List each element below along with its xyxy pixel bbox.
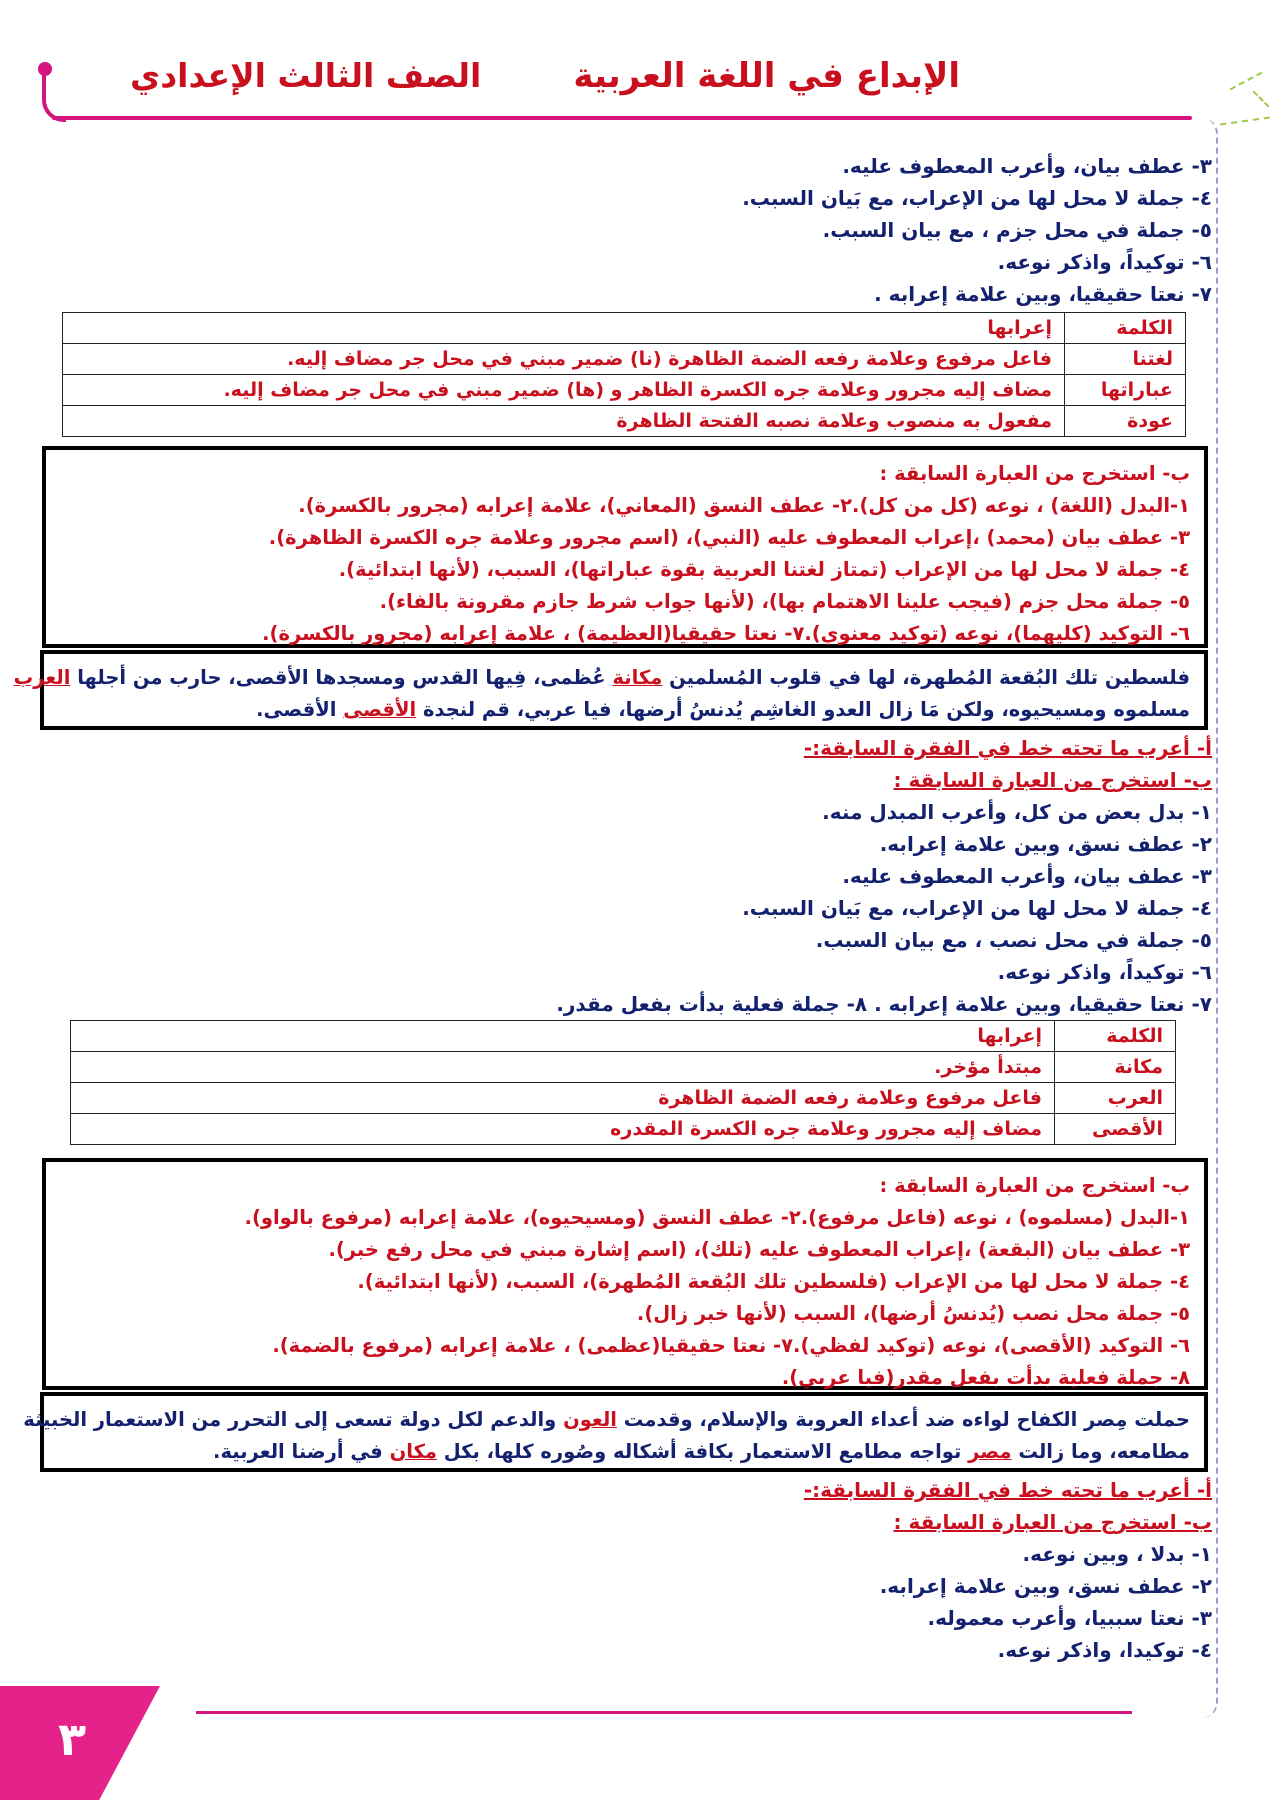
passage-line: مطامعه، وما زالت مصر تواجه مطامع الاستعمار بكافة أشكاله وصُوره كلها، بكل مكان في أرضنا العربية. bbox=[213, 1440, 1190, 1463]
underlined-word: مكان bbox=[389, 1440, 437, 1463]
question-item: ٣- عطف بيان، وأعرب المعطوف عليه. bbox=[842, 864, 1212, 888]
answer-line: ٤- جملة لا محل لها من الإعراب (تمتاز لغتنا العربية بقوة عباراتها)، السبب، (لأنها ابتدائية). bbox=[338, 558, 1190, 581]
header-curve bbox=[42, 70, 66, 122]
passage-line: حملت مِصر الكفاح لواءه ضد أعداء العروبة والإسلام، وقدمت العون والدعم لكل دولة تسعى إلى التحرر من الاستعمار الخبيثة bbox=[23, 1408, 1190, 1431]
question-item: ٢- عطف نسق، وبين علامة إعرابه. bbox=[879, 1574, 1212, 1598]
answer-line: ١-البدل (مسلموه) ، نوعه (فاعل مرفوع).٢- عطف النسق (ومسيحيوه)، علامة إعرابه (مرفوع بالواو). bbox=[244, 1206, 1190, 1229]
passage-box-1 bbox=[13, 650, 1208, 730]
answer-line: ٣- عطف بيان (البقعة) ،إعراب المعطوف عليه (تلك)، (اسم إشارة مبني في محل رفع خبر). bbox=[328, 1238, 1190, 1261]
answer-line: ١-البدل (اللغة) ، نوعه (كل من كل).٢- عطف النسق (المعاني)، علامة إعرابه (مجرور بالكسرة). bbox=[298, 494, 1190, 517]
parsing-table-1 bbox=[62, 312, 1186, 437]
question-item: ٤- جملة لا محل لها من الإعراب، مع بَيان السبب. bbox=[742, 896, 1212, 920]
question-list-1 bbox=[742, 150, 1212, 310]
question-item: ٧- نعتا حقيقيا، وبين علامة إعرابه . ٨- جملة فعلية بدأت بفعل مقدر. bbox=[556, 992, 1212, 1016]
table-header-word: الكلمة bbox=[1055, 1021, 1176, 1052]
question-item: ٤- جملة لا محل لها من الإعراب، مع بَيان السبب. bbox=[742, 186, 1212, 210]
table-header-row bbox=[71, 1021, 1176, 1052]
passage-box-2 bbox=[23, 1392, 1208, 1472]
instruction-b: ب- استخرج من العبارة السابقة : bbox=[893, 1510, 1212, 1534]
corner-decoration bbox=[1230, 72, 1263, 91]
underlined-word: مكانة bbox=[612, 666, 663, 689]
instruction-b: ب- استخرج من العبارة السابقة : bbox=[893, 768, 1212, 792]
table-header-word: الكلمة bbox=[1065, 313, 1186, 344]
table-header-row bbox=[63, 313, 1186, 344]
instruction-a: أ- أعرب ما تحته خط في الفقرة السابقة:- bbox=[803, 1478, 1212, 1502]
corner-decoration bbox=[1253, 91, 1270, 108]
table-cell-parse: مضاف إليه مجرور وعلامة جره الكسرة المقدره bbox=[71, 1114, 1055, 1145]
table-cell-parse: مبتدأ مؤخر. bbox=[71, 1052, 1055, 1083]
table-cell-parse: فاعل مرفوع وعلامة رفعه الضمة الظاهرة bbox=[71, 1083, 1055, 1114]
answer-line: ٦- التوكيد (كليهما)، نوعه (توكيد معنوي).٧- نعتا حقيقيا(العظيمة) ، علامة إعرابه (مجرور بالكسرة). bbox=[262, 622, 1190, 645]
answer-box-title: ب- استخرج من العبارة السابقة : bbox=[879, 1174, 1190, 1197]
underlined-word: العون bbox=[563, 1408, 617, 1431]
table-cell-word: الأقصى bbox=[1055, 1114, 1176, 1145]
page-number: ٣ bbox=[58, 1712, 87, 1766]
question-item: ١- بدلا ، وبين نوعه. bbox=[1022, 1542, 1212, 1566]
table-row bbox=[63, 344, 1186, 375]
answer-line: ٤- جملة لا محل لها من الإعراب (فلسطين تلك البُقعة المُطهرة)، السبب، (لأنها ابتدائية). bbox=[357, 1270, 1190, 1293]
answer-line: ٨- جملة فعلية بدأت بفعل مقدر(فيا عربي). bbox=[781, 1366, 1190, 1389]
grade-title: الصف الثالث الإعدادي bbox=[130, 56, 482, 95]
table-cell-parse: مفعول به منصوب وعلامة نصبه الفتحة الظاهرة bbox=[63, 406, 1065, 437]
question-item: ٦- توكيداً، واذكر نوعه. bbox=[997, 960, 1212, 984]
underlined-word: مصر bbox=[968, 1440, 1012, 1463]
table-cell-word: العرب bbox=[1055, 1083, 1176, 1114]
table-cell-parse: مضاف إليه مجرور وعلامة جره الكسرة الظاهر و (ها) ضمير مبني في محل جر مضاف إليه. bbox=[63, 375, 1065, 406]
table-header-parse: إعرابها bbox=[71, 1021, 1055, 1052]
parsing-table-2 bbox=[70, 1020, 1176, 1145]
question-item: ٥- جملة في محل جزم ، مع بيان السبب. bbox=[822, 218, 1212, 242]
underlined-word: الأقصى bbox=[343, 698, 417, 721]
answer-line: ٦- التوكيد (الأقصى)، نوعه (توكيد لفظي).٧- نعتا حقيقيا(عظمى) ، علامة إعرابه (مرفوع بالضمة). bbox=[272, 1334, 1190, 1357]
table-row bbox=[71, 1083, 1176, 1114]
question-item: ٢- عطف نسق، وبين علامة إعرابه. bbox=[879, 832, 1212, 856]
table-header-parse: إعرابها bbox=[63, 313, 1065, 344]
header-divider bbox=[52, 116, 1192, 120]
question-list-2 bbox=[556, 732, 1212, 1020]
question-list-3 bbox=[804, 1474, 1212, 1666]
table-row bbox=[63, 375, 1186, 406]
table-cell-word: عودة bbox=[1065, 406, 1186, 437]
question-item: ٣- نعتا سببيا، وأعرب معموله. bbox=[927, 1606, 1212, 1630]
table-row bbox=[71, 1114, 1176, 1145]
question-item: ٧- نعتا حقيقيا، وبين علامة إعرابه . bbox=[874, 282, 1212, 306]
question-item: ٦- توكيداً، واذكر نوعه. bbox=[997, 250, 1212, 274]
table-row bbox=[71, 1052, 1176, 1083]
footer-divider bbox=[196, 1711, 1132, 1714]
answer-line: ٥- جملة محل نصب (يُدنسُ أرضها)، السبب (لأنها خبر زال). bbox=[636, 1302, 1190, 1325]
question-item: ٤- توكيدا، واذكر نوعه. bbox=[997, 1638, 1212, 1662]
underlined-word: العرب bbox=[13, 666, 71, 689]
question-item: ١- بدل بعض من كل، وأعرب المبدل منه. bbox=[822, 800, 1212, 824]
passage-line: فلسطين تلك البُقعة المُطهرة، لها في قلوب المُسلمين مكانة عُظمى، فِيها القدس ومسجدها الأقصى، حارب من أجلها العرب bbox=[13, 666, 1190, 689]
table-row bbox=[63, 406, 1186, 437]
answer-line: ٥- جملة محل جزم (فيجب علينا الاهتمام بها)، (لأنها جواب شرط جازم مقرونة بالفاء). bbox=[379, 590, 1190, 613]
corner-decoration bbox=[1220, 117, 1270, 126]
table-cell-word: مكانة bbox=[1055, 1052, 1176, 1083]
book-title: الإبداع في اللغة العربية bbox=[573, 56, 960, 96]
answer-box-1 bbox=[42, 446, 1208, 648]
instruction-a: أ- أعرب ما تحته خط في الفقرة السابقة:- bbox=[803, 736, 1212, 760]
question-item: ٣- عطف بيان، وأعرب المعطوف عليه. bbox=[842, 154, 1212, 178]
answer-box-title: ب- استخرج من العبارة السابقة : bbox=[879, 462, 1190, 485]
table-cell-word: لغتنا bbox=[1065, 344, 1186, 375]
answer-box-2 bbox=[42, 1158, 1208, 1390]
table-cell-word: عباراتها bbox=[1065, 375, 1186, 406]
passage-line: مسلموه ومسيحيوه، ولكن مَا زال العدو الغاشِم يُدنسُ أرضها، فيا عربي، قم لنجدة الأقصى الأقصى. bbox=[256, 698, 1190, 721]
question-item: ٥- جملة في محل نصب ، مع بيان السبب. bbox=[815, 928, 1212, 952]
answer-line: ٣- عطف بيان (محمد) ،إعراب المعطوف عليه (النبي)، (اسم مجرور وعلامة جره الكسرة الظاهرة). bbox=[268, 526, 1190, 549]
table-cell-parse: فاعل مرفوع وعلامة رفعه الضمة الظاهرة (نا) ضمير مبني في محل جر مضاف إليه. bbox=[63, 344, 1065, 375]
